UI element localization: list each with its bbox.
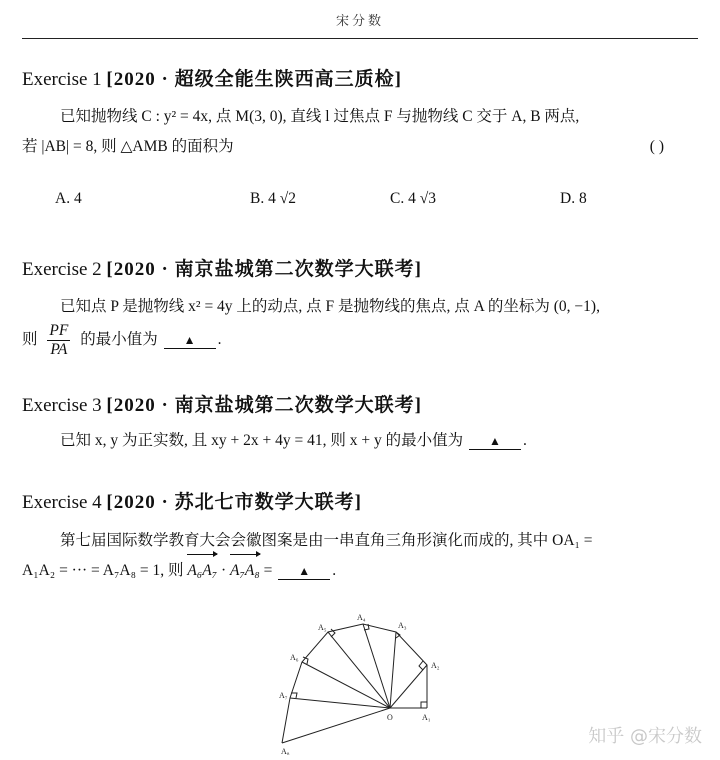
label-a3: A₃ [398,621,407,630]
exercise-2-line1: 已知点 P 是抛物线 x² = 4y 上的动点, 点 F 是抛物线的焦点, 点 A 的坐标为 (0, −1), [60,298,600,315]
spoke-oa3 [390,632,396,708]
answer-blank [164,332,216,349]
exercise-1-source: [2020 · 超级全能生陕西高三质检] [106,69,402,90]
figure-labels [279,613,440,755]
watermark: 知乎 @宋分数 [588,726,702,747]
label-a8: A₈ [281,747,290,755]
exercise-3-source: [2020 · 南京盐城第二次数学大联考] [106,395,422,416]
exercise-4-body: 第七届国际数学教育大会会徽图案是由一串直角三角形演化而成的, 其中 OA₁ = A₁A₂ = ··· = A₇A₈ = 1, 则 A₆A₇ · A₇A₈ = ▲ . [22,526,696,586]
vector-a6a7: A₆A₇ [187,556,217,586]
exercise-2-title [22,254,422,281]
choice-d: D. 8 [560,190,587,207]
label-a2: A₂ [431,661,440,670]
triangle-icon: ▲ [183,333,196,348]
right-triangle-spiral-figure [250,610,450,755]
fraction-denominator: PA [50,341,68,358]
exercise-2-suffix: 的最小值为 [80,331,158,349]
exercise-3-line1: 已知 x, y 为正实数, 且 xy + 2x + 4y = 41, 则 x + y 的最小值为 [60,432,464,449]
exercise-4-label: Exercise 4 [22,492,102,513]
exercise-4-title [22,487,362,514]
answer-blank [278,563,330,580]
spoke-oa4 [363,624,390,708]
label-a1: A₁ [422,713,431,722]
spoke-oa8 [282,708,390,743]
page-header: 宋分数 [335,14,384,29]
exercise-3-label: Exercise 3 [22,395,102,416]
right-angle-mark [421,702,427,708]
choice-c: C. 4 √3 [390,190,436,207]
exercise-3-body: 已知 x, y 为正实数, 且 xy + 2x + 4y = 41, 则 x + y 的最小值为 ▲ . [60,432,527,449]
exercise-4-source: [2020 · 苏北七市数学大联考] [106,492,362,513]
right-angle-mark [396,632,400,638]
vector-a7a8: A₇A₈ [230,556,260,586]
choice-b: B. 4 √2 [250,190,296,207]
label-o: O [387,713,393,722]
dot-operator: · [220,562,227,579]
exercise-4-line1: 第七届国际数学教育大会会徽图案是由一串直角三角形演化而成的, 其中 OA₁ = [60,532,593,549]
exercise-1-line1: 已知抛物线 C : y² = 4x, 点 M(3, 0), 直线 l 过焦点 F 与抛物线 C 交于 A, B 两点, [60,108,580,125]
exercise-2-label: Exercise 2 [22,259,102,280]
triangle-icon: ▲ [489,434,501,448]
right-angle-mark [419,661,423,670]
exercise-2-body: 已知点 P 是抛物线 x² = 4y 上的动点, 点 F 是抛物线的焦点, 点 A 的坐标为 (0, −1), 则 $\frac{PF}{PA}$ 的最小值为 ▲ . [22,298,600,358]
label-a7: A₇ [279,691,288,700]
label-a6: A₆ [290,653,299,662]
fraction-pf-pa [47,322,70,359]
exercise-4-line2: A₁A₂ = ··· = A₇A₈ = 1, 则 [22,562,184,579]
fraction-numerator: PF [49,322,69,339]
label-a4: A₄ [357,613,366,622]
exercise-2-source: [2020 · 南京盐城第二次数学大联考] [106,259,422,280]
label-a5: A₅ [318,623,327,632]
exercise-1-line2: 若 |AB| = 8, 则 △AMB 的面积为 [22,138,234,155]
exercise-1-title [22,64,402,91]
answer-bracket: ( ) [649,138,664,155]
exercise-3-title [22,390,422,417]
equals-sign: = [263,562,273,579]
spoke-oa7 [290,698,390,708]
spiral-lines [282,624,427,743]
triangle-icon: ▲ [298,564,311,578]
spoke-oa5 [328,632,390,708]
choice-a: A. 4 [55,190,82,207]
spoke-oa6 [302,662,390,708]
outer-chain [282,624,427,743]
answer-blank [469,433,521,450]
exercise-2-prefix: 则 [22,331,38,349]
exercise-1-body [22,102,696,162]
header-rule [22,38,698,39]
exercise-1-label: Exercise 1 [22,69,102,90]
